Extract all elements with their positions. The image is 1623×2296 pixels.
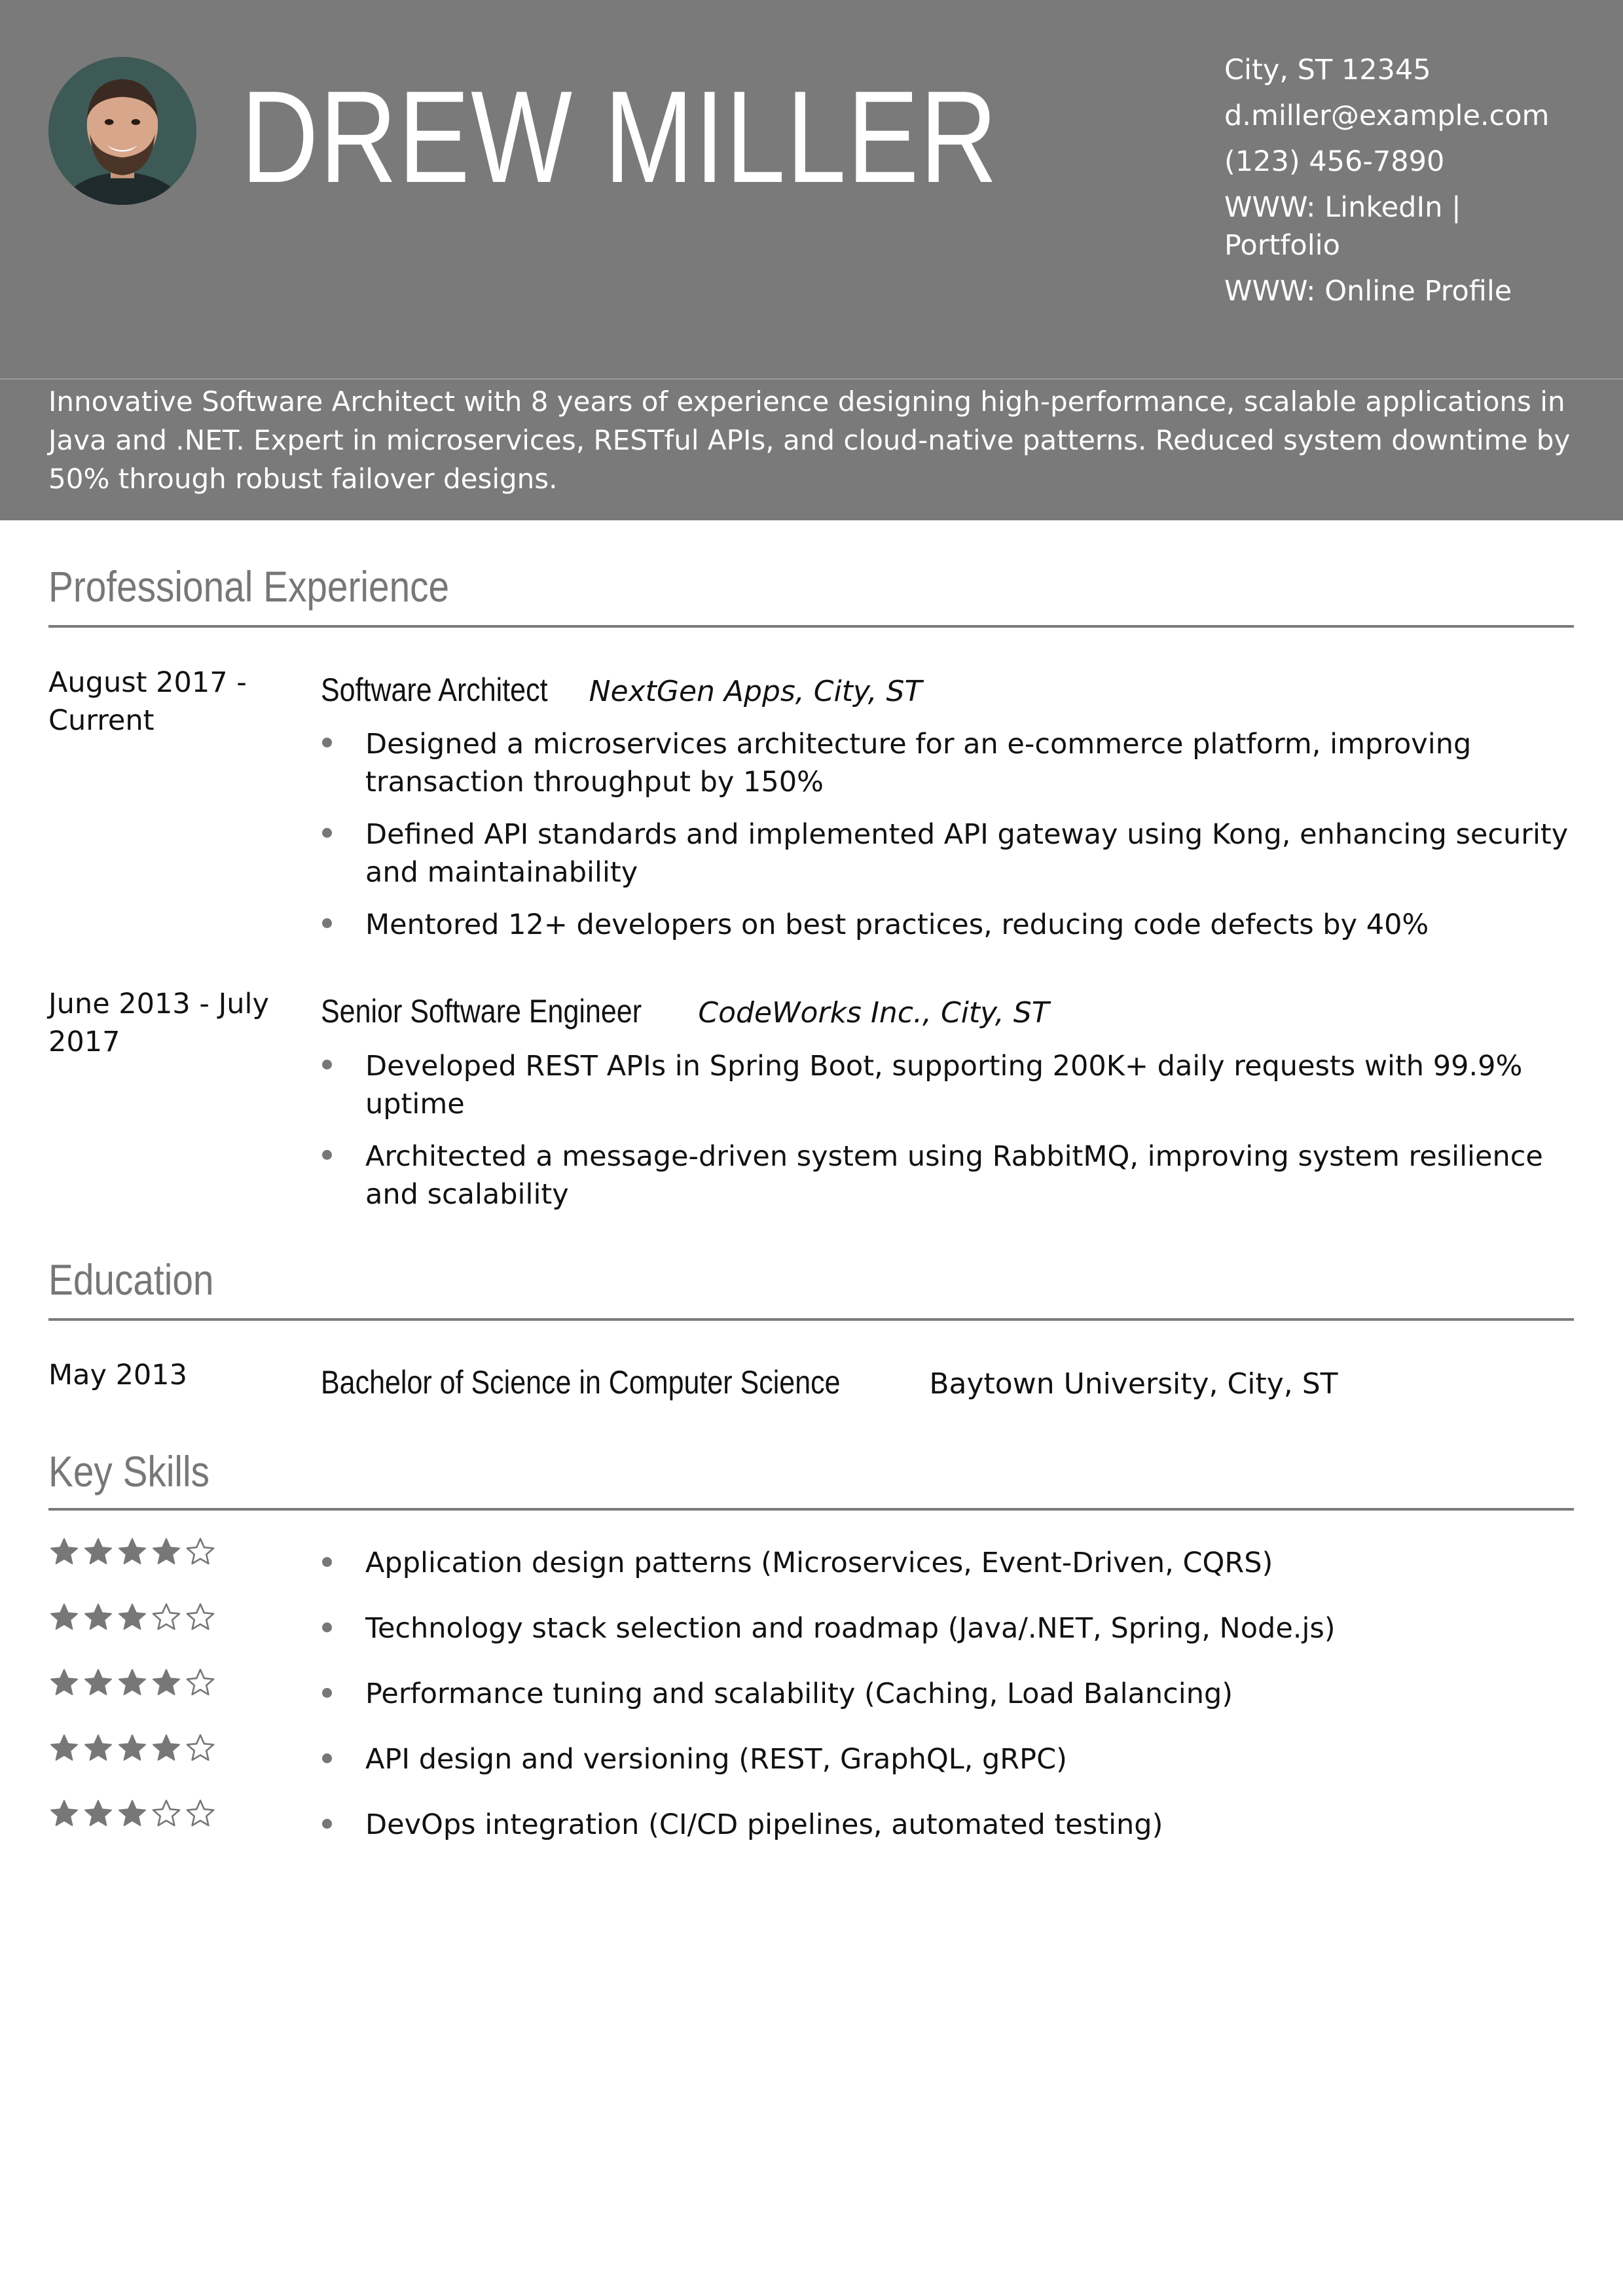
- star-filled-icon: [117, 1602, 148, 1633]
- contact-address: City, ST 12345: [1224, 54, 1431, 86]
- job-date: [48, 985, 297, 1061]
- section-divider: [48, 1318, 1574, 1321]
- job-date-start: August 2017 -: [48, 666, 247, 699]
- section-title-experience: Professional Experience: [48, 562, 450, 611]
- education-date: May 2013: [48, 1359, 187, 1391]
- star-filled-icon: [82, 1667, 114, 1698]
- skill-label: DevOps integration (CI/CD pipelines, automated testing): [321, 1806, 1163, 1844]
- skill-row: [48, 1607, 1580, 1672]
- skill-row: [48, 1541, 1580, 1607]
- star-filled-icon: [151, 1667, 182, 1698]
- degree-title: Bachelor of Science in Computer Science: [321, 1364, 841, 1401]
- list-item: Mentored 12+ developers on best practices, reducing code defects by 40%: [321, 906, 1578, 944]
- bullet-icon: [322, 1753, 332, 1763]
- summary-band: [0, 378, 1623, 520]
- star-filled-icon: [117, 1732, 148, 1764]
- section-divider: [48, 1508, 1574, 1511]
- star-filled-icon: [82, 1602, 114, 1633]
- contact-profile[interactable]: WWW: Online Profile: [1224, 275, 1512, 308]
- contact-phone[interactable]: (123) 456-7890: [1224, 145, 1445, 178]
- bullet-icon: [322, 738, 332, 747]
- contact-portfolio[interactable]: Portfolio: [1224, 229, 1340, 262]
- skill-row: [48, 1803, 1580, 1869]
- skill-row: [48, 1672, 1580, 1738]
- star-empty-icon: [185, 1798, 216, 1829]
- person-avatar-icon: [48, 57, 196, 205]
- list-item: Designed a microservices architecture for an e-commerce platform, improving transaction throughput by 150%: [321, 725, 1578, 801]
- bullet-icon: [322, 918, 332, 928]
- skill-label: Performance tuning and scalability (Caching, Load Balancing): [321, 1675, 1233, 1713]
- job-date-start: June 2013 - July: [48, 988, 269, 1020]
- star-filled-icon: [48, 1798, 80, 1829]
- skill-label: Application design patterns (Microservices, Event-Driven, CQRS): [321, 1544, 1273, 1582]
- job-date-end: 2017: [48, 1026, 120, 1058]
- star-filled-icon: [117, 1798, 148, 1829]
- star-empty-icon: [185, 1602, 216, 1633]
- bullet-icon: [322, 1557, 332, 1567]
- star-empty-icon: [185, 1667, 216, 1698]
- job-company: CodeWorks Inc., City, ST: [698, 996, 1049, 1030]
- star-empty-icon: [151, 1602, 182, 1633]
- star-filled-icon: [82, 1798, 114, 1829]
- section-divider: [48, 625, 1574, 628]
- star-filled-icon: [151, 1732, 182, 1764]
- contact-info: [1224, 51, 1591, 318]
- star-empty-icon: [185, 1732, 216, 1764]
- job-date-end: Current: [48, 704, 155, 737]
- bullet-icon: [322, 828, 332, 838]
- job-company: NextGen Apps, City, ST: [589, 675, 922, 708]
- list-item: Defined API standards and implemented API gateway using Kong, enhancing security and maintainability: [321, 816, 1578, 891]
- school-name: Baytown University, City, ST: [929, 1367, 1338, 1401]
- list-item: Architected a message-driven system using RabbitMQ, improving system resilience and scalability: [321, 1138, 1578, 1213]
- star-rating: [48, 1602, 216, 1641]
- skill-label: Technology stack selection and roadmap (Java/.NET, Spring, Node.js): [321, 1609, 1336, 1647]
- star-rating: [48, 1732, 216, 1772]
- skill-row: [48, 1738, 1580, 1803]
- job-bullets: [321, 725, 1578, 958]
- job-bullets: [321, 1047, 1578, 1228]
- job-heading: [321, 992, 1049, 1032]
- star-filled-icon: [117, 1536, 148, 1568]
- header: [0, 0, 1623, 378]
- job-title: Senior Software Engineer: [321, 993, 642, 1030]
- bullet-icon: [322, 1060, 332, 1069]
- education-heading: [321, 1363, 1338, 1403]
- star-empty-icon: [185, 1536, 216, 1568]
- star-filled-icon: [48, 1732, 80, 1764]
- skills-list: [48, 1541, 1580, 1869]
- star-rating: [48, 1667, 216, 1706]
- contact-email[interactable]: d.miller@example.com: [1224, 99, 1550, 132]
- star-empty-icon: [151, 1798, 182, 1829]
- star-rating: [48, 1536, 216, 1575]
- job-title: Software Architect: [321, 672, 548, 708]
- star-filled-icon: [82, 1536, 114, 1568]
- summary-text: Innovative Software Architect with 8 years of experience designing high-performance, scalable applications in Java and .NET. Expert in microservices, RESTful APIs, and cloud-native patterns. Reduced system downtime by 50% through robust failover designs.: [48, 386, 1571, 495]
- job-date: [48, 664, 297, 740]
- star-filled-icon: [48, 1602, 80, 1633]
- bullet-icon: [322, 1623, 332, 1632]
- star-filled-icon: [151, 1536, 182, 1568]
- star-filled-icon: [48, 1667, 80, 1698]
- star-filled-icon: [48, 1536, 80, 1568]
- star-rating: [48, 1798, 216, 1837]
- star-filled-icon: [82, 1732, 114, 1764]
- job-heading: [321, 671, 922, 711]
- bullet-icon: [322, 1688, 332, 1698]
- star-filled-icon: [117, 1667, 148, 1698]
- bullet-icon: [322, 1819, 332, 1829]
- bullet-icon: [322, 1150, 332, 1160]
- contact-links[interactable]: WWW: LinkedIn |: [1224, 191, 1461, 224]
- candidate-name: DREW MILLER: [241, 64, 999, 210]
- section-title-education: Education: [48, 1255, 214, 1304]
- profile-photo: [48, 57, 196, 205]
- skill-label: API design and versioning (REST, GraphQL, gRPC): [321, 1740, 1067, 1778]
- section-title-skills: Key Skills: [48, 1447, 210, 1496]
- list-item: Developed REST APIs in Spring Boot, supporting 200K+ daily requests with 99.9% uptime: [321, 1047, 1578, 1123]
